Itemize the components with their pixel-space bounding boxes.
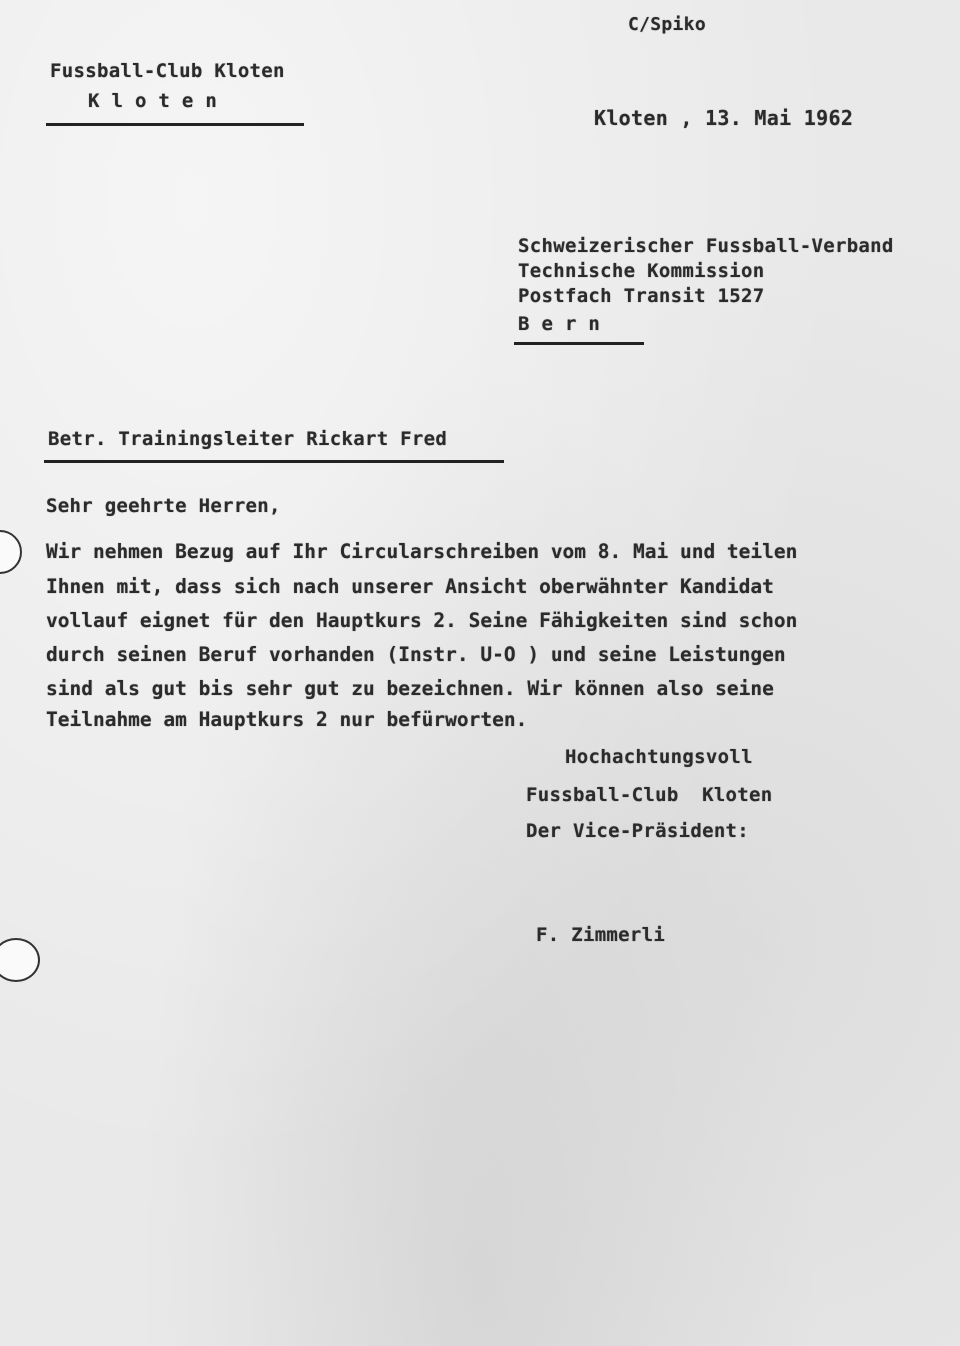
subject-underline: [44, 460, 504, 463]
recipient-line-3: Postfach Transit 1527: [518, 285, 765, 307]
signatory-name: F. Zimmerli: [536, 924, 666, 946]
recipient-line-1: Schweizerischer Fussball-Verband: [518, 235, 894, 257]
file-reference: C/Spiko: [628, 14, 706, 35]
punch-hole-top: [0, 530, 22, 574]
date-line: Kloten , 13. Mai 1962: [594, 106, 854, 130]
sender-town: K l o t e n: [88, 90, 218, 112]
recipient-city: B e r n: [518, 313, 601, 335]
body-line: Wir nehmen Bezug auf Ihr Circularschreiben vom 8. Mai und teilen: [46, 540, 798, 563]
closing-greeting: Hochachtungsvoll: [565, 746, 753, 768]
recipient-line-2: Technische Kommission: [518, 260, 765, 282]
salutation: Sehr geehrte Herren,: [46, 495, 281, 517]
subject-line: Betr. Trainingsleiter Rickart Fred: [48, 428, 448, 450]
sender-name: Fussball-Club Kloten: [50, 60, 285, 82]
recipient-underline: [514, 342, 644, 345]
body-line: durch seinen Beruf vorhanden (Instr. U-O ) und seine Leistungen: [46, 643, 786, 666]
body-line: Ihnen mit, dass sich nach unserer Ansicht oberwähnter Kandidat: [46, 575, 774, 598]
closing-club: Fussball-Club Kloten: [526, 784, 773, 806]
closing-role: Der Vice-Präsident:: [526, 820, 750, 842]
sender-underline: [46, 123, 304, 126]
punch-hole-bottom: [0, 938, 40, 982]
body-line: Teilnahme am Hauptkurs 2 nur befürworten.: [46, 708, 528, 731]
body-line: vollauf eignet für den Hauptkurs 2. Seine Fähigkeiten sind schon: [46, 609, 798, 632]
body-line: sind als gut bis sehr gut zu bezeichnen. Wir können also seine: [46, 677, 774, 700]
